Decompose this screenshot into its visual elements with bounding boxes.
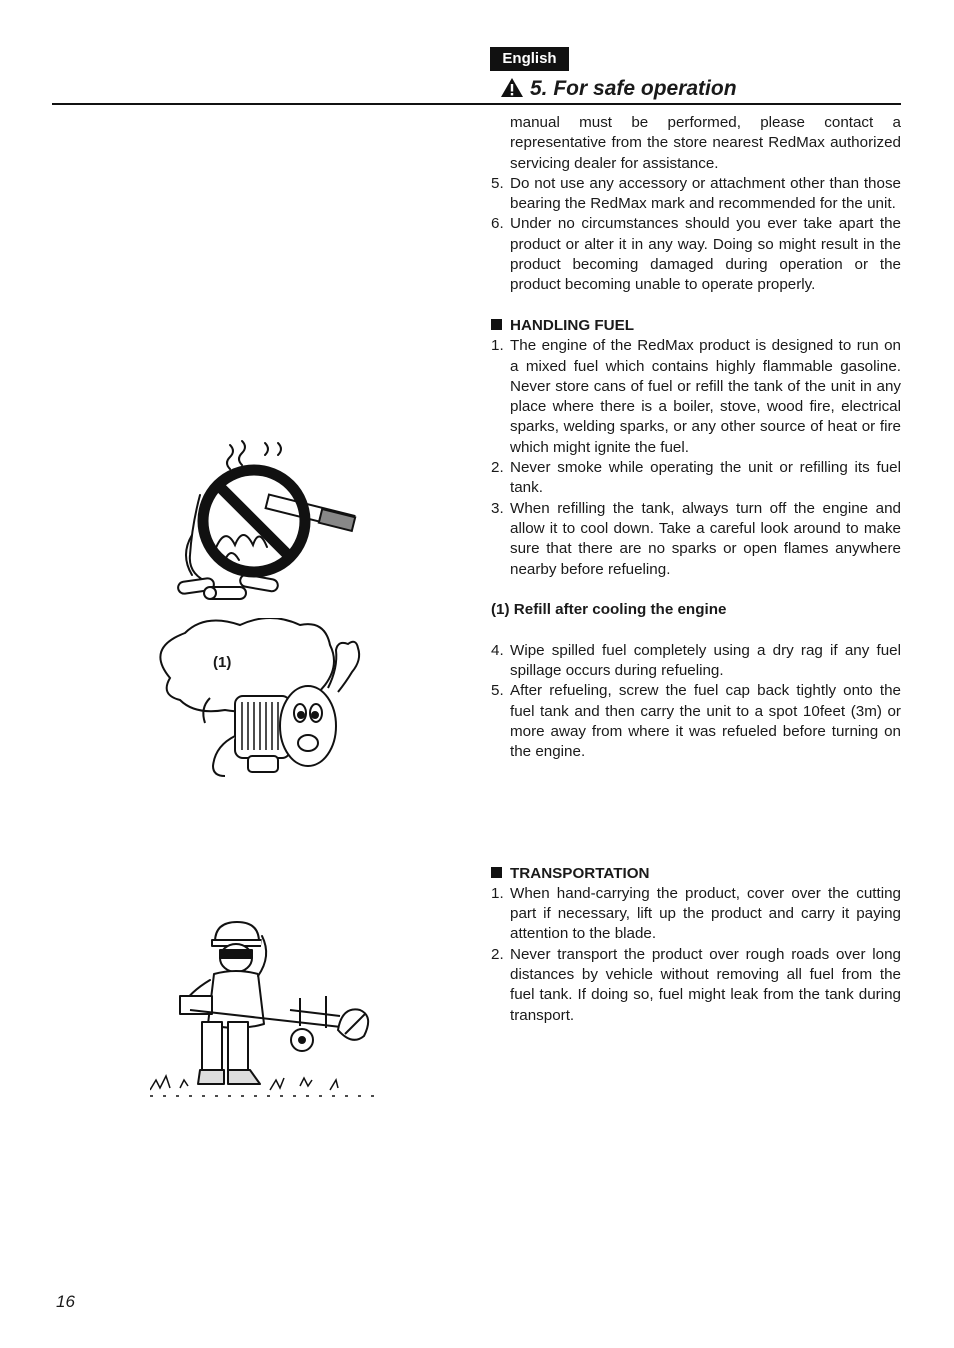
warning-triangle-icon: [500, 77, 524, 98]
engine-mascot-drawing: [150, 618, 365, 793]
item-number: 5.: [491, 682, 504, 700]
heading-transportation: TRANSPORTATION: [491, 864, 901, 884]
heading-handling-fuel: HANDLING FUEL: [491, 316, 901, 336]
list-item: [491, 884, 901, 945]
section-title: [500, 74, 737, 104]
item-text: Never smoke while operating the unit or refilling its fuel tank.: [510, 459, 901, 497]
square-bullet-icon: [491, 867, 502, 878]
list-item: [491, 458, 901, 499]
item-number: 4.: [491, 641, 504, 659]
list-item: [491, 499, 901, 580]
figure-label: (1): [213, 654, 232, 671]
section-title-text: 5. For safe operation: [530, 77, 737, 100]
item-text: When refilling the tank, always turn off the engine and allow it to cool down. Take a careful look around to make sure that there are no sparks or open flames anywhere nearby before refueling.: [510, 499, 901, 578]
list-item: [491, 641, 901, 682]
text-column: [491, 113, 901, 1026]
item-number: 6.: [491, 215, 504, 233]
item-number: 1.: [491, 337, 504, 355]
list-item: [491, 214, 901, 295]
header-rule: [52, 103, 901, 105]
item-text: Under no circumstances should you ever take apart the product or alter it in any way. Doing so might result in the product becoming damaged during operation or the product becoming unable to operate properly.: [510, 215, 901, 294]
item-number: 1.: [491, 884, 504, 902]
item-number: 2.: [491, 459, 504, 477]
item-text: The engine of the RedMax product is designed to run on a mixed fuel which contains highly flammable gasoline. Never store cans of fuel or refill the tank of the unit in any place where there is a boiler, stove, wood fire, electrical sparks, welding sparks, or any other source of heat or fire which might ignite the fuel.: [510, 337, 901, 456]
intro-continuation: manual must be performed, please contact a representative from the store nearest RedMax authorized servicing dealer for assistance.: [510, 114, 901, 172]
language-badge: English: [490, 47, 569, 71]
refuel-illustration: [150, 618, 365, 793]
item-number: 5.: [491, 174, 504, 192]
item-text: Do not use any accessory or attachment other than those bearing the RedMax mark and recommended for the unit.: [510, 174, 901, 213]
no-fire-smoking-illustration: [170, 435, 360, 607]
page-number: 16: [56, 1292, 75, 1311]
list-item: [491, 336, 901, 458]
square-bullet-icon: [491, 319, 502, 330]
item-number: 2.: [491, 945, 504, 963]
item-text: When hand-carrying the product, cover over the cutting part if necessary, lift up the product and carry it paying attention to the blade.: [510, 884, 901, 943]
operator-brushcutter-illustration: [150, 918, 380, 1098]
item-number: 3.: [491, 499, 504, 517]
list-item: [491, 945, 901, 1026]
list-item: [491, 681, 901, 762]
item-text: Wipe spilled fuel completely using a dry rag if any fuel spillage occurs during refueling.: [510, 641, 901, 680]
figure-caption: (1) Refill after cooling the engine: [491, 601, 727, 619]
list-item: [491, 174, 901, 215]
item-text: Never transport the product over rough roads over long distances by vehicle without removing all fuel from the fuel tank. If doing so, fuel might leak from the tank during transport.: [510, 945, 901, 1024]
item-text: After refueling, screw the fuel cap back tightly onto the fuel tank and then carry the unit to a spot 10feet (3m) or more away from where it was refueled before turning on the engine.: [510, 682, 901, 761]
